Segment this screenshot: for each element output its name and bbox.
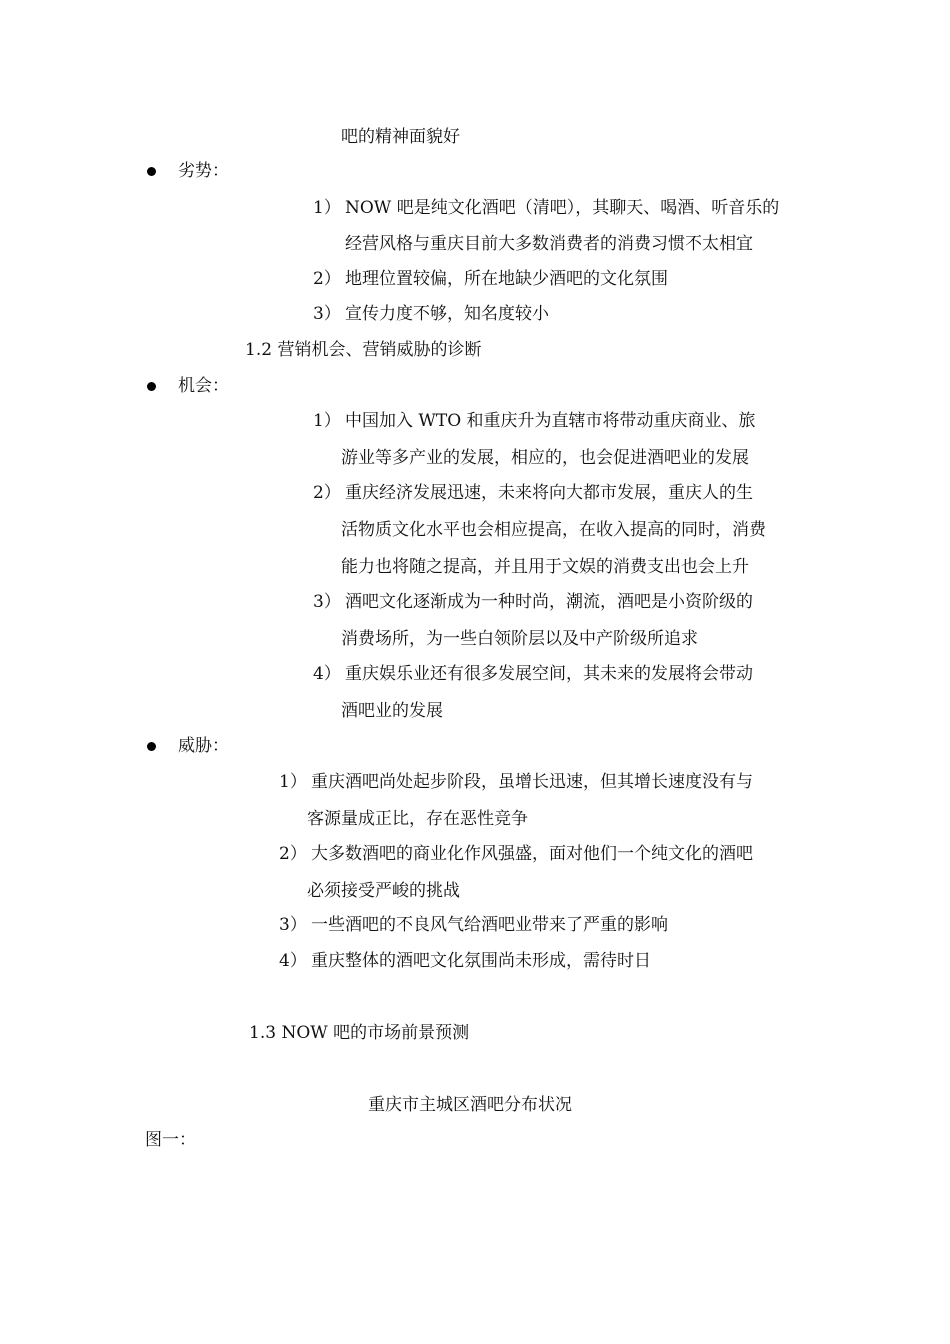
threat-1-line-2: 客源量成正比，存在恶性竞争 xyxy=(307,809,528,829)
bullet-icon xyxy=(147,742,156,751)
opportunity-2-line-3: 能力也将随之提高，并且用于文娱的消费支出也会上升 xyxy=(341,557,749,577)
threat-3-num: 3） xyxy=(279,915,307,935)
opportunity-1-line-1: 中国加入 WTO 和重庆升为直辖市将带动重庆商业、旅 xyxy=(345,411,756,431)
opportunity-label: 机会： xyxy=(178,376,229,396)
bullet-icon xyxy=(147,167,156,176)
weakness-1-line-1: NOW 吧是纯文化酒吧（清吧），其聊天、喝酒、听音乐的 xyxy=(345,198,780,218)
weakness-label: 劣势： xyxy=(178,161,229,181)
threat-1-line-1: 重庆酒吧尚处起步阶段，虽增长迅速，但其增长速度没有与 xyxy=(311,772,753,792)
opportunity-4-line-2: 酒吧业的发展 xyxy=(341,701,443,721)
weakness-1-num: 1） xyxy=(313,198,341,218)
threat-4-line-1: 重庆整体的酒吧文化氛围尚未形成，需待时日 xyxy=(311,951,651,971)
opportunity-3-line-1: 酒吧文化逐渐成为一种时尚，潮流，酒吧是小资阶级的 xyxy=(345,592,753,612)
opportunity-1-line-2: 游业等多产业的发展，相应的，也会促进酒吧业的发展 xyxy=(341,448,749,468)
opportunity-2-line-2: 活物质文化水平也会相应提高，在收入提高的同时，消费 xyxy=(341,520,766,540)
threat-1-num: 1） xyxy=(279,772,307,792)
figure-label: 图一： xyxy=(145,1130,196,1150)
weakness-2-line-1: 地理位置较偏，所在地缺少酒吧的文化氛围 xyxy=(345,269,668,289)
section-1-2-heading: 1.2 营销机会、营销威胁的诊断 xyxy=(245,340,482,360)
opportunity-2-line-1: 重庆经济发展迅速，未来将向大都市发展，重庆人的生 xyxy=(345,483,753,503)
threat-2-line-2: 必须接受严峻的挑战 xyxy=(307,881,460,901)
weakness-3-line-1: 宣传力度不够，知名度较小 xyxy=(345,304,549,324)
opportunity-1-num: 1） xyxy=(313,411,341,431)
weakness-1-line-2: 经营风格与重庆目前大多数消费者的消费习惯不太相宜 xyxy=(345,234,753,254)
opportunity-4-line-1: 重庆娱乐业还有很多发展空间，其未来的发展将会带动 xyxy=(345,664,753,684)
opportunity-4-num: 4） xyxy=(313,664,341,684)
threat-4-num: 4） xyxy=(279,951,307,971)
section-1-3-heading: 1.3 NOW 吧的市场前景预测 xyxy=(249,1023,470,1043)
opportunity-2-num: 2） xyxy=(313,483,341,503)
threat-2-num: 2） xyxy=(279,844,307,864)
threat-2-line-1: 大多数酒吧的商业化作风强盛，面对他们一个纯文化的酒吧 xyxy=(311,844,753,864)
threat-3-line-1: 一些酒吧的不良风气给酒吧业带来了严重的影响 xyxy=(311,915,668,935)
weakness-3-num: 3） xyxy=(313,304,341,324)
threat-label: 威胁： xyxy=(178,736,229,756)
bullet-icon xyxy=(147,382,156,391)
figure-title: 重庆市主城区酒吧分布状况 xyxy=(368,1095,572,1115)
opportunity-3-line-2: 消费场所，为一些白领阶层以及中产阶级所追求 xyxy=(341,629,698,649)
opportunity-3-num: 3） xyxy=(313,592,341,612)
weakness-2-num: 2） xyxy=(313,269,341,289)
continuation-line: 吧的精神面貌好 xyxy=(341,127,460,147)
